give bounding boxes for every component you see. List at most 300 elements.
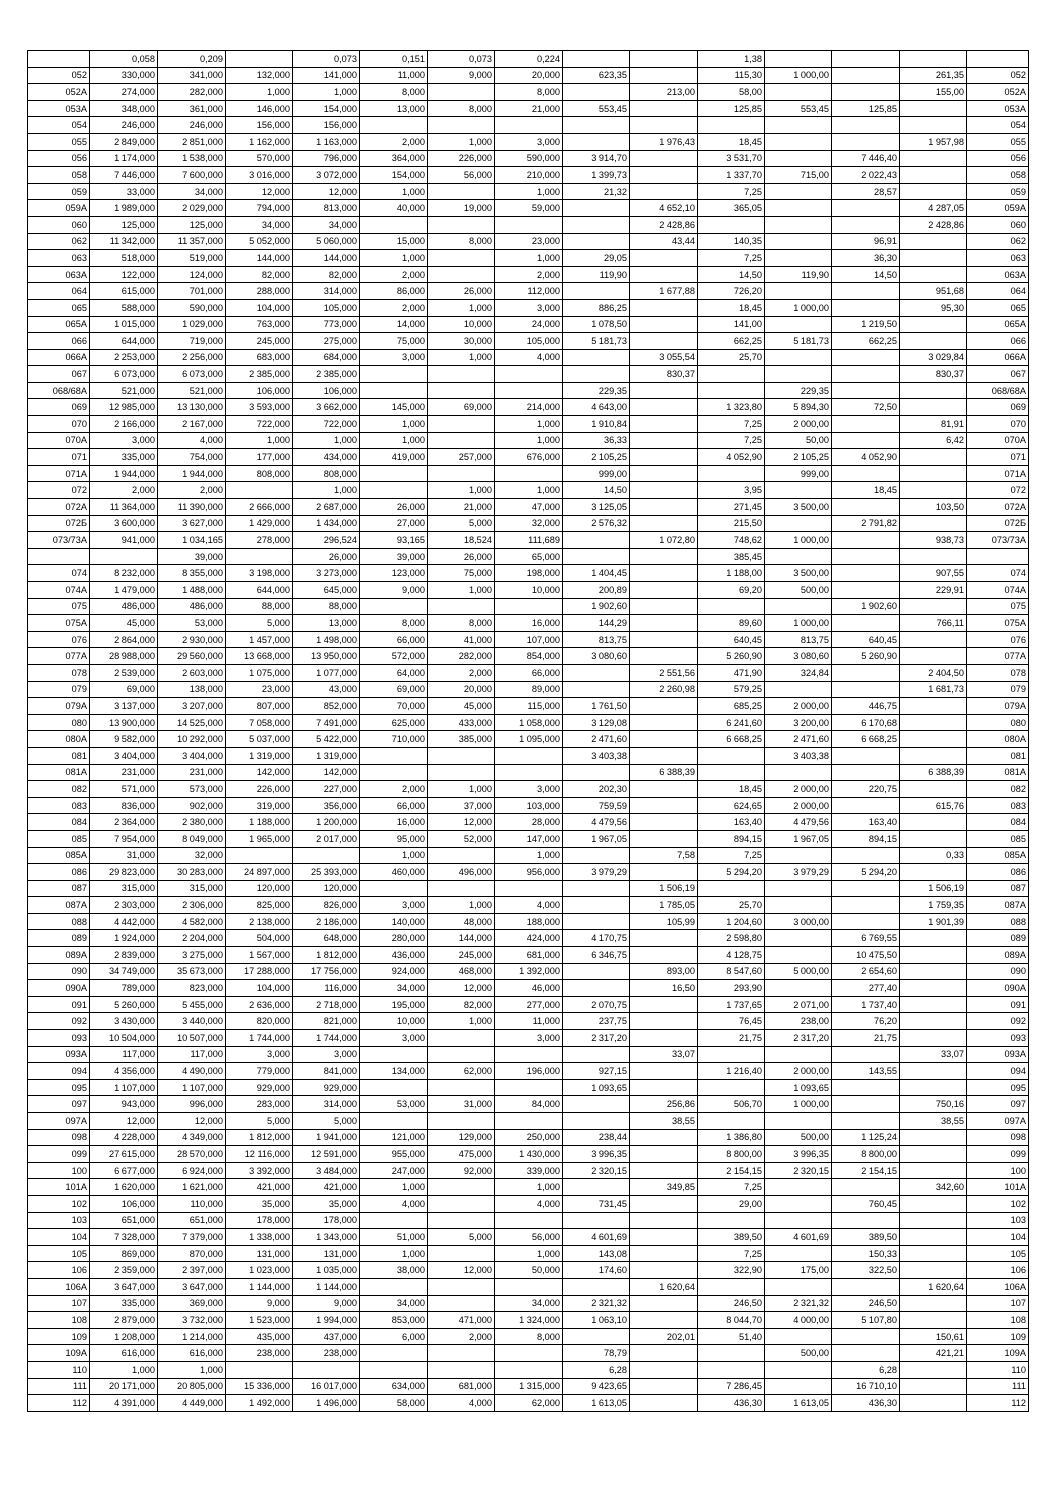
table-cell: 156,000 [226, 117, 293, 134]
table-row [28, 1179, 1029, 1196]
table-cell [832, 615, 900, 632]
table-cell: 147,000 [495, 830, 563, 847]
table-cell: 2 791,82 [832, 515, 900, 532]
table-row [28, 548, 1029, 565]
table-cell: 5 181,73 [765, 333, 832, 350]
table-cell: 3 500,00 [765, 565, 832, 582]
table-cell [698, 117, 765, 134]
table-cell [428, 747, 495, 764]
table-cell: 50,000 [495, 1262, 563, 1279]
table-cell: 202,01 [630, 1328, 698, 1345]
table-cell: 125,000 [90, 216, 158, 233]
table-cell: 237,75 [563, 1013, 630, 1030]
table-cell: 830,37 [630, 366, 698, 383]
table-row [28, 963, 1029, 980]
table-cell: 296,524 [293, 532, 360, 549]
table-cell: 072 [967, 482, 1029, 499]
table-cell [900, 814, 967, 831]
table-cell: 071A [28, 465, 90, 482]
table-cell: 710,000 [360, 731, 428, 748]
table-cell: 085 [967, 830, 1029, 847]
table-cell: 1,000 [158, 1361, 226, 1378]
table-cell: 615,76 [900, 797, 967, 814]
table-cell: 5 052,000 [226, 233, 293, 250]
table-cell: 13 668,000 [226, 648, 293, 665]
table-cell [832, 349, 900, 366]
table-cell: 51,40 [698, 1328, 765, 1345]
table-cell: 1 023,000 [226, 1262, 293, 1279]
table-cell [698, 1046, 765, 1063]
table-cell: 38,55 [900, 1113, 967, 1130]
table-cell: 079A [967, 698, 1029, 715]
table-cell [630, 150, 698, 167]
table-cell: 3 080,60 [563, 648, 630, 665]
table-cell: 1,000 [495, 250, 563, 267]
table-cell: 1,000 [293, 432, 360, 449]
table-cell: 093A [28, 1046, 90, 1063]
table-cell: 100 [28, 1162, 90, 1179]
table-cell: 504,000 [226, 930, 293, 947]
table-cell: 5 894,30 [765, 399, 832, 416]
table-cell: 261,35 [900, 67, 967, 84]
table-cell: 676,000 [495, 449, 563, 466]
table-cell: 3 979,29 [765, 864, 832, 881]
table-cell [563, 897, 630, 914]
table-cell: 356,000 [293, 797, 360, 814]
table-cell: 1 506,19 [900, 880, 967, 897]
table-cell: 066A [28, 349, 90, 366]
table-cell [563, 200, 630, 217]
table-cell: 7 446,000 [90, 167, 158, 184]
table-row [28, 316, 1029, 333]
table-cell: 277,000 [495, 996, 563, 1013]
table-cell: 3 440,000 [158, 1013, 226, 1030]
table-cell: 4 391,000 [90, 1395, 158, 1412]
table-cell: 1 812,000 [293, 947, 360, 964]
table-cell [293, 847, 360, 864]
table-cell: 105 [28, 1245, 90, 1262]
table-cell: 38,000 [360, 1262, 428, 1279]
table-cell: 1 620,000 [90, 1179, 158, 1196]
table-cell: 759,59 [563, 797, 630, 814]
table-cell: 080A [28, 731, 90, 748]
table-cell [563, 1328, 630, 1345]
table-cell [765, 1328, 832, 1345]
table-cell: 087 [967, 880, 1029, 897]
table-cell: 094 [967, 1063, 1029, 1080]
table-cell: 322,50 [832, 1262, 900, 1279]
table-cell [900, 382, 967, 399]
table-cell: 35,000 [293, 1195, 360, 1212]
table-cell [832, 897, 900, 914]
table-cell: 84,000 [495, 1096, 563, 1113]
table-cell: 103 [967, 1212, 1029, 1229]
table-cell [428, 847, 495, 864]
table-cell: 3,000 [360, 1030, 428, 1047]
table-cell: 1,000 [428, 781, 495, 798]
table-cell: 4 052,90 [832, 449, 900, 466]
table-cell: 10,000 [428, 316, 495, 333]
table-cell [765, 117, 832, 134]
table-cell [900, 316, 967, 333]
table-cell [900, 183, 967, 200]
table-cell: 3 662,000 [293, 399, 360, 416]
table-cell: 103,50 [900, 499, 967, 516]
table-cell: 468,000 [428, 963, 495, 980]
table-cell: 111,689 [495, 532, 563, 549]
table-cell [428, 382, 495, 399]
table-cell [900, 1245, 967, 1262]
table-cell: 1 214,000 [158, 1328, 226, 1345]
table-row [28, 1146, 1029, 1163]
table-cell [428, 1278, 495, 1295]
table-cell [832, 847, 900, 864]
table-cell: 5 260,90 [832, 648, 900, 665]
table-cell: 12,000 [428, 980, 495, 997]
table-cell: 1 488,000 [158, 582, 226, 599]
table-cell: 16,000 [495, 615, 563, 632]
table-cell [495, 764, 563, 781]
table-cell [698, 1212, 765, 1229]
table-cell: 097 [967, 1096, 1029, 1113]
table-cell [428, 432, 495, 449]
table-cell: 40,000 [360, 200, 428, 217]
table-cell: 2 303,000 [90, 897, 158, 914]
table-cell: 820,000 [226, 1013, 293, 1030]
table-cell [630, 515, 698, 532]
table-row [28, 366, 1029, 383]
table-cell: 52,000 [428, 830, 495, 847]
table-cell: 14,50 [563, 482, 630, 499]
table-cell: 086 [967, 864, 1029, 881]
table-cell: 23,000 [495, 233, 563, 250]
table-cell: 17 756,000 [293, 963, 360, 980]
table-cell: 616,000 [90, 1345, 158, 1362]
table-cell: 389,50 [832, 1229, 900, 1246]
table-cell: 089 [967, 930, 1029, 947]
table-cell: 24,000 [495, 316, 563, 333]
table-cell: 3 125,05 [563, 499, 630, 516]
table-cell: 067 [967, 366, 1029, 383]
table-cell: 079A [28, 698, 90, 715]
table-cell: 471,000 [428, 1312, 495, 1329]
table-cell: 7,25 [698, 1245, 765, 1262]
table-cell [765, 847, 832, 864]
table-cell: 319,000 [226, 797, 293, 814]
table-cell [765, 216, 832, 233]
table-cell: 6 668,25 [698, 731, 765, 748]
table-cell: 7 600,000 [158, 167, 226, 184]
table-cell: 823,000 [158, 980, 226, 997]
table-cell [226, 1361, 293, 1378]
table-cell [630, 582, 698, 599]
table-cell [765, 349, 832, 366]
table-cell: 059A [28, 200, 90, 217]
table-cell: 1,000 [495, 416, 563, 433]
table-cell: 090A [967, 980, 1029, 997]
table-cell [630, 548, 698, 565]
table-cell: 154,000 [293, 100, 360, 117]
table-cell: 808,000 [226, 465, 293, 482]
table-cell: 8 547,60 [698, 963, 765, 980]
table-cell [360, 1113, 428, 1130]
table-cell: 2 321,32 [765, 1295, 832, 1312]
table-cell: 4 170,75 [563, 930, 630, 947]
table-cell: 156,000 [293, 117, 360, 134]
table-cell: 1 077,000 [293, 664, 360, 681]
table-cell: 21,75 [832, 1030, 900, 1047]
table-cell: 068/68A [967, 382, 1029, 399]
table-cell: 7 286,45 [698, 1378, 765, 1395]
table-cell: 097 [28, 1096, 90, 1113]
table-cell: 78,79 [563, 1345, 630, 1362]
table-cell [630, 316, 698, 333]
table-cell: 15 336,000 [226, 1378, 293, 1395]
table-cell [832, 133, 900, 150]
table-cell: 1,000 [226, 84, 293, 101]
table-cell: 24 897,000 [226, 864, 293, 881]
table-cell [563, 532, 630, 549]
table-cell: 66,000 [360, 797, 428, 814]
table-cell: 2 471,60 [765, 731, 832, 748]
table-cell: 109A [28, 1345, 90, 1362]
table-cell: 58,000 [360, 1395, 428, 1412]
table-cell: 48,000 [428, 913, 495, 930]
table-cell: 072Б [28, 515, 90, 532]
table-cell: 88,000 [293, 598, 360, 615]
table-cell: 105,000 [495, 333, 563, 350]
table-row [28, 266, 1029, 283]
table-cell: 4,000 [428, 1395, 495, 1412]
table-cell [900, 266, 967, 283]
table-cell: 2 385,000 [226, 366, 293, 383]
table-cell: 2 879,000 [90, 1312, 158, 1329]
table-cell: 229,91 [900, 582, 967, 599]
table-cell: 3 072,000 [293, 167, 360, 184]
table-cell: 220,75 [832, 781, 900, 798]
table-cell: 28 570,000 [158, 1146, 226, 1163]
table-cell: 760,45 [832, 1195, 900, 1212]
table-cell: 34,000 [360, 980, 428, 997]
table-cell: 31,000 [428, 1096, 495, 1113]
table-cell: 1,000 [428, 482, 495, 499]
table-cell: 1 910,84 [563, 416, 630, 433]
table-cell: 10,000 [495, 582, 563, 599]
table-cell: 6 073,000 [158, 366, 226, 383]
table-cell: 2 253,000 [90, 349, 158, 366]
table-cell: 3 500,00 [765, 499, 832, 516]
table-row [28, 133, 1029, 150]
table-cell: 9,000 [360, 582, 428, 599]
table-cell [360, 764, 428, 781]
table-cell: 3,000 [495, 133, 563, 150]
table-cell: 12,000 [428, 814, 495, 831]
table-cell: 178,000 [293, 1212, 360, 1229]
table-cell: 26,000 [428, 548, 495, 565]
table-cell: 39,000 [360, 548, 428, 565]
table-cell: 1 506,19 [630, 880, 698, 897]
table-cell: 138,000 [158, 681, 226, 698]
table-cell: 060 [28, 216, 90, 233]
table-cell [630, 1030, 698, 1047]
table-cell: 47,000 [495, 499, 563, 516]
table-cell [900, 648, 967, 665]
table-cell: 8,000 [495, 84, 563, 101]
table-cell: 1 812,000 [226, 1129, 293, 1146]
table-cell: 5 294,20 [698, 864, 765, 881]
table-body [28, 51, 1029, 1412]
table-row [28, 1113, 1029, 1130]
table-cell [630, 416, 698, 433]
table-cell [360, 1361, 428, 1378]
data-table [27, 50, 1029, 1412]
table-cell: 681,000 [428, 1378, 495, 1395]
table-cell: 2 930,000 [158, 631, 226, 648]
table-row [28, 1345, 1029, 1362]
table-cell [360, 465, 428, 482]
table-cell: 41,000 [428, 631, 495, 648]
table-row [28, 864, 1029, 881]
table-cell: 083 [28, 797, 90, 814]
table-cell [495, 465, 563, 482]
table-cell [90, 548, 158, 565]
table-cell: 33,07 [630, 1046, 698, 1063]
table-cell: 108 [967, 1312, 1029, 1329]
table-row [28, 200, 1029, 217]
table-cell: 10 475,50 [832, 947, 900, 964]
table-cell: 070 [28, 416, 90, 433]
table-cell: 36,30 [832, 250, 900, 267]
table-cell: 2 603,000 [158, 664, 226, 681]
table-cell: 081 [28, 747, 90, 764]
table-row [28, 1046, 1029, 1063]
table-cell: 1 523,000 [226, 1312, 293, 1329]
table-cell: 573,000 [158, 781, 226, 798]
table-cell: 150,33 [832, 1245, 900, 1262]
table-cell: 1 430,000 [495, 1146, 563, 1163]
table-cell: 1 188,000 [226, 814, 293, 831]
table-cell: 3 404,000 [90, 747, 158, 764]
table-cell: 471,90 [698, 664, 765, 681]
table-cell: 12 985,000 [90, 399, 158, 416]
table-cell: 726,20 [698, 283, 765, 300]
table-cell: 8 800,00 [698, 1146, 765, 1163]
table-cell: 20 171,000 [90, 1378, 158, 1395]
table-cell: 1 567,000 [226, 947, 293, 964]
table-cell: 2 204,000 [158, 930, 226, 947]
table-cell [900, 233, 967, 250]
table-cell [900, 980, 967, 997]
table-cell: 13 900,000 [90, 714, 158, 731]
table-cell [900, 1013, 967, 1030]
table-cell [832, 432, 900, 449]
table-cell: 754,000 [158, 449, 226, 466]
table-cell [630, 399, 698, 416]
table-cell [495, 1079, 563, 1096]
table-cell: 4 356,000 [90, 1063, 158, 1080]
table-cell: 2 428,86 [900, 216, 967, 233]
table-row [28, 764, 1029, 781]
table-cell [900, 947, 967, 964]
table-cell: 731,45 [563, 1195, 630, 1212]
table-cell: 62,000 [428, 1063, 495, 1080]
table-cell [360, 482, 428, 499]
table-cell: 5,000 [226, 1113, 293, 1130]
table-cell: 0,224 [495, 51, 563, 68]
table-cell: 853,000 [360, 1312, 428, 1329]
table-cell: 794,000 [226, 200, 293, 217]
table-cell [967, 51, 1029, 68]
table-cell: 35,000 [226, 1195, 293, 1212]
table-cell [900, 449, 967, 466]
table-cell [765, 515, 832, 532]
table-cell: 789,000 [90, 980, 158, 997]
table-cell [900, 731, 967, 748]
table-cell [495, 216, 563, 233]
table-cell: 70,000 [360, 698, 428, 715]
table-cell: 625,000 [360, 714, 428, 731]
table-cell [900, 51, 967, 68]
table-cell: 2 687,000 [293, 499, 360, 516]
table-cell: 13 130,000 [158, 399, 226, 416]
table-cell: 052A [967, 84, 1029, 101]
table-cell: 055 [28, 133, 90, 150]
table-cell: 330,000 [90, 67, 158, 84]
table-cell [630, 814, 698, 831]
table-cell: 20,000 [495, 67, 563, 84]
table-cell: 95,30 [900, 299, 967, 316]
table-cell: 1 967,05 [563, 830, 630, 847]
table-cell: 1 613,05 [563, 1395, 630, 1412]
table-cell: 30,000 [428, 333, 495, 350]
table-cell: 2 000,00 [765, 781, 832, 798]
table-cell: 066A [967, 349, 1029, 366]
table-cell: 1 677,88 [630, 283, 698, 300]
table-cell [630, 996, 698, 1013]
table-cell: 058 [967, 167, 1029, 184]
table-cell: 938,73 [900, 532, 967, 549]
table-cell: 1 093,65 [765, 1079, 832, 1096]
table-cell: 3 404,000 [158, 747, 226, 764]
table-cell [293, 1361, 360, 1378]
table-cell: 436,30 [698, 1395, 765, 1412]
table-cell: 115,000 [495, 698, 563, 715]
table-cell: 070A [28, 432, 90, 449]
table-cell: 590,000 [495, 150, 563, 167]
table-cell [360, 880, 428, 897]
table-cell [900, 1162, 967, 1179]
table-cell: 69,000 [90, 681, 158, 698]
table-cell [900, 864, 967, 881]
table-cell: 2 256,000 [158, 349, 226, 366]
table-cell: 907,55 [900, 565, 967, 582]
table-cell [428, 1295, 495, 1312]
table-cell: 766,11 [900, 615, 967, 632]
table-cell: 247,000 [360, 1162, 428, 1179]
table-cell: 2 000,00 [765, 1063, 832, 1080]
table-cell: 109 [967, 1328, 1029, 1345]
table-cell: 5,000 [428, 515, 495, 532]
table-cell: 1 538,000 [158, 150, 226, 167]
table-cell: 141,00 [698, 316, 765, 333]
table-cell [630, 382, 698, 399]
table-cell [967, 548, 1029, 565]
table-cell: 106,000 [293, 382, 360, 399]
table-cell: 999,00 [765, 465, 832, 482]
table-cell: 2,000 [90, 482, 158, 499]
table-cell: 074 [28, 565, 90, 582]
table-cell: 28,000 [495, 814, 563, 831]
